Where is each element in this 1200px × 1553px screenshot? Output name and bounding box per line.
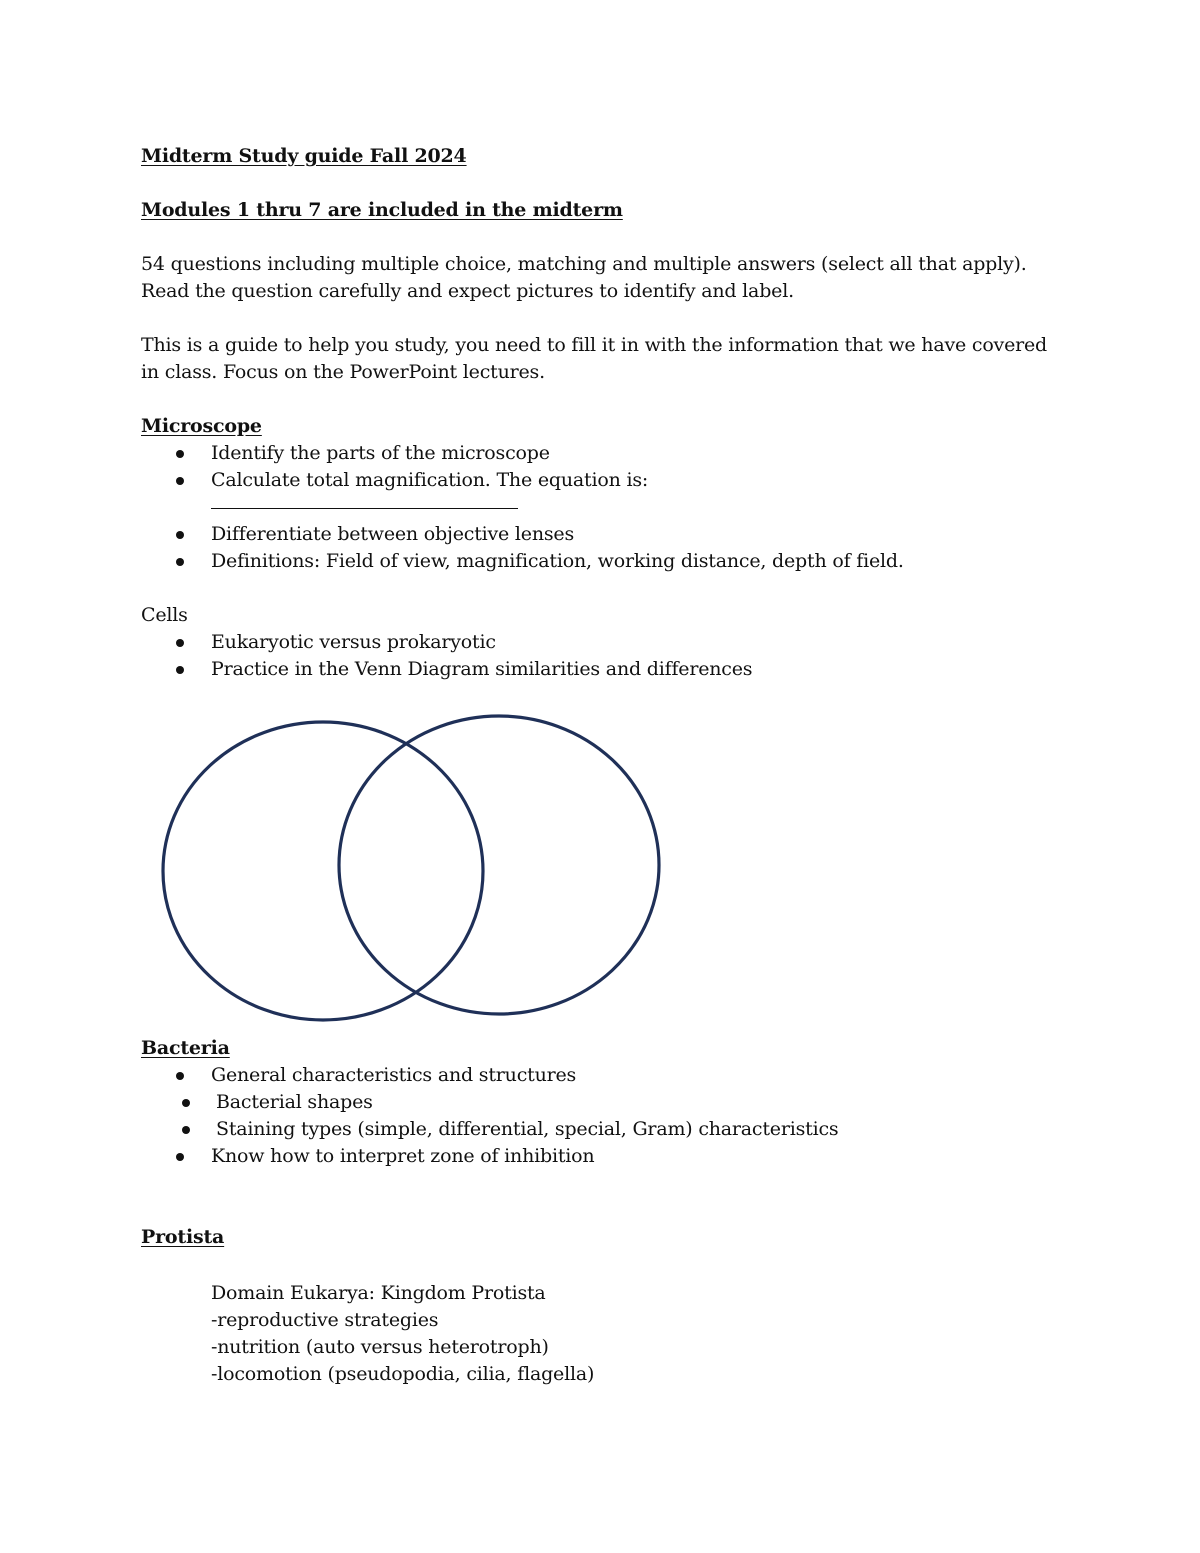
microscope-list (141, 440, 648, 494)
protista-line: Domain Eukarya: Kingdom Protista (211, 1282, 546, 1304)
page-title: Midterm Study guide Fall 2024 (141, 145, 467, 167)
list-item: Eukaryotic versus prokaryotic (141, 629, 752, 656)
protista-heading: Protista (141, 1226, 225, 1248)
list-item: Bacterial shapes (141, 1089, 838, 1116)
protista-line: -locomotion (pseudopodia, cilia, flagella) (211, 1363, 595, 1385)
venn-left-circle (163, 722, 483, 1020)
list-item: Identify the parts of the microscope (141, 440, 648, 467)
protista-details (211, 1280, 594, 1388)
list-item: Know how to interpret zone of inhibition (141, 1143, 838, 1170)
protista-line: -nutrition (auto versus heterotroph) (211, 1336, 549, 1358)
venn-diagram (150, 705, 680, 1035)
modules-heading: Modules 1 thru 7 are included in the midterm (141, 199, 623, 221)
equation-blank (211, 494, 518, 509)
bacteria-list (141, 1062, 838, 1170)
venn-right-circle (339, 716, 659, 1014)
list-item: Practice in the Venn Diagram similarities and differences (141, 656, 752, 683)
cells-list (141, 629, 752, 683)
microscope-heading: Microscope (141, 415, 262, 437)
intro-line-1: 54 questions including multiple choice, matching and multiple answers (select all that apply). (141, 253, 1027, 275)
list-item: Calculate total magnification. The equation is: (141, 467, 648, 494)
equation-blank-line (211, 494, 518, 521)
list-item: General characteristics and structures (141, 1062, 838, 1089)
cells-heading: Cells (141, 604, 188, 626)
list-item: Differentiate between objective lenses (141, 521, 904, 548)
list-item: Definitions: Field of view, magnification, working distance, depth of field. (141, 548, 904, 575)
microscope-list-continued (141, 521, 904, 575)
protista-line: -reproductive strategies (211, 1309, 439, 1331)
guide-line-2: in class. Focus on the PowerPoint lectures. (141, 361, 545, 383)
list-item: Staining types (simple, differential, special, Gram) characteristics (141, 1116, 838, 1143)
intro-line-2: Read the question carefully and expect pictures to identify and label. (141, 280, 794, 302)
guide-line-1: This is a guide to help you study, you need to fill it in with the information that we have covered (141, 334, 1048, 356)
bacteria-heading: Bacteria (141, 1037, 230, 1059)
